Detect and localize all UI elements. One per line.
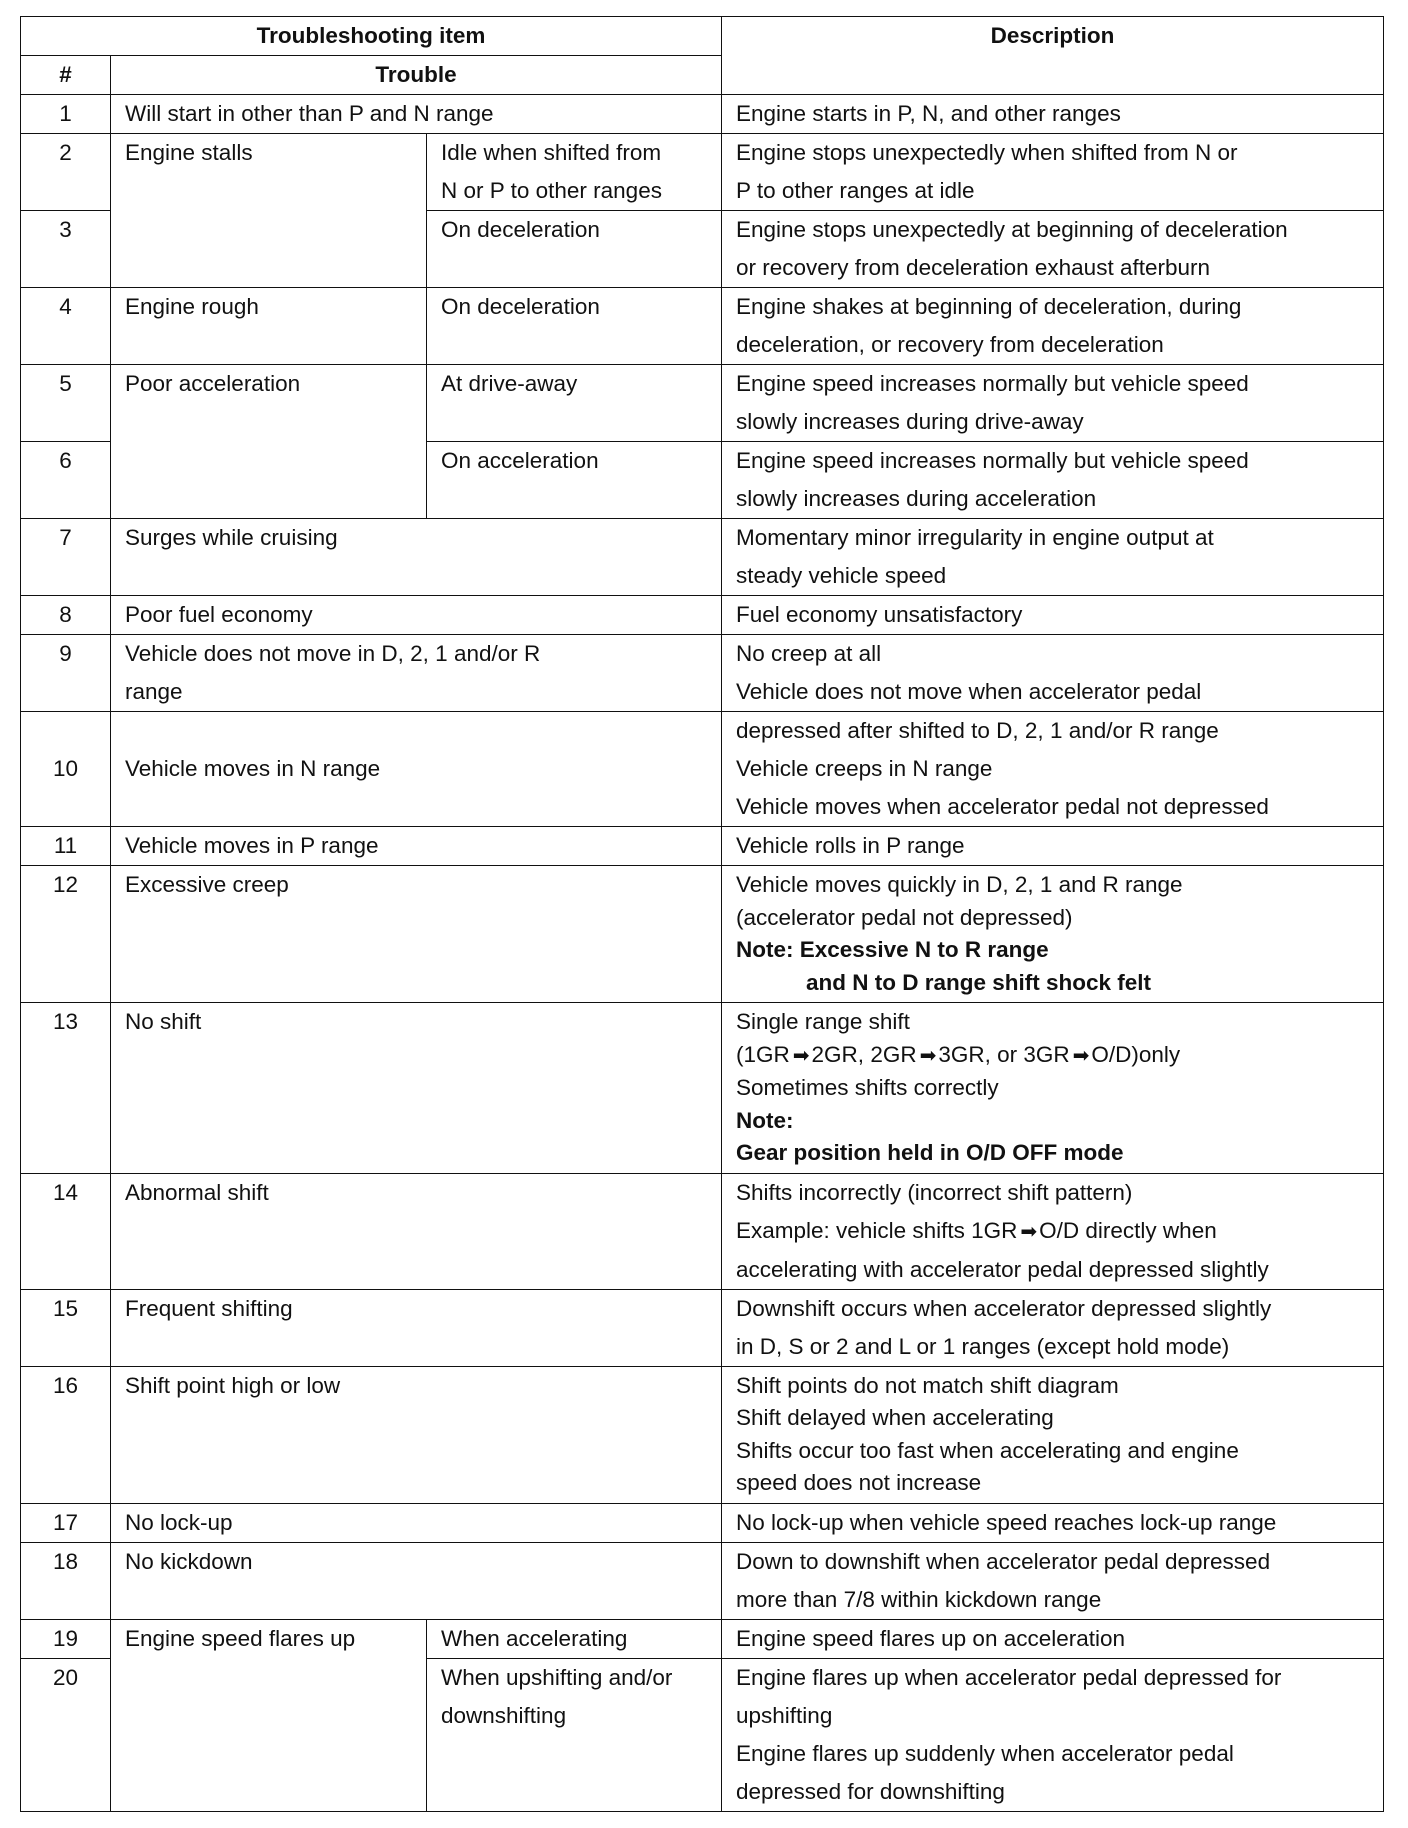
header-number: # — [21, 56, 111, 95]
row-number: 10 — [21, 712, 111, 827]
description-line: Engine speed increases normally but vehicle speed — [736, 371, 1249, 396]
description-cell: Engine starts in P, N, and other ranges — [722, 95, 1384, 134]
example-line — [736, 1212, 1383, 1251]
condition-cell — [427, 134, 722, 211]
description-line: accelerating with accelerator pedal depressed slightly — [736, 1256, 1269, 1282]
description-line: Engine speed increases normally but vehicle speed — [736, 448, 1249, 473]
trouble-cell: Poor acceleration — [111, 365, 427, 519]
table-row — [21, 827, 1384, 866]
trouble-line: Vehicle does not move in D, 2, 1 and/or R — [125, 641, 541, 666]
table-row — [21, 635, 1384, 712]
row-number: 16 — [21, 1366, 111, 1503]
description-cell — [722, 635, 1384, 712]
condition-line: When upshifting and/or — [441, 1664, 673, 1690]
trouble-cell: No shift — [111, 1003, 722, 1174]
row-number: 19 — [21, 1619, 111, 1658]
row-number: 11 — [21, 827, 111, 866]
table-row — [21, 1289, 1384, 1366]
table-row — [21, 1003, 1384, 1174]
description-line: depressed after shifted to D, 2, 1 and/or R range — [736, 718, 1219, 743]
description-cell — [722, 211, 1384, 288]
description-cell — [722, 1173, 1384, 1289]
description-cell — [722, 1289, 1384, 1366]
condition-cell: On acceleration — [427, 442, 722, 519]
description-line: in D, S or 2 and L or 1 ranges (except hold mode) — [736, 1333, 1230, 1359]
description-cell — [722, 365, 1384, 442]
row-number: 2 — [21, 134, 111, 211]
table-row — [21, 1503, 1384, 1542]
description-cell — [722, 1658, 1384, 1811]
trouble-cell: Frequent shifting — [111, 1289, 722, 1366]
row-number: 14 — [21, 1173, 111, 1289]
table-row — [21, 712, 1384, 827]
condition-line: downshifting — [441, 1702, 567, 1728]
description-line: Vehicle moves when accelerator pedal not depressed — [736, 794, 1269, 819]
description-line: Vehicle does not move when accelerator pedal — [736, 679, 1202, 704]
row-number: 12 — [21, 866, 111, 1003]
trouble-cell: Engine speed flares up — [111, 1619, 427, 1811]
shift-sequence — [736, 1039, 1383, 1073]
trouble-cell: Poor fuel economy — [111, 596, 722, 635]
description-line: Single range shift — [736, 1009, 910, 1034]
header-troubleshooting-item: Troubleshooting item — [21, 17, 722, 56]
table-row — [21, 134, 1384, 211]
condition-cell: On deceleration — [427, 211, 722, 288]
right-arrow-icon: ➡ — [792, 1044, 810, 1067]
table-row — [21, 365, 1384, 442]
row-number: 7 — [21, 519, 111, 596]
description-line: Engine flares up when accelerator pedal depressed for — [736, 1664, 1282, 1690]
description-cell: Vehicle rolls in P range — [722, 827, 1384, 866]
description-line: Downshift occurs when accelerator depressed slightly — [736, 1295, 1272, 1321]
description-line: (accelerator pedal not depressed) — [736, 904, 1073, 930]
trouble-line: range — [125, 679, 183, 704]
description-cell — [722, 288, 1384, 365]
trouble-cell: Shift point high or low — [111, 1366, 722, 1503]
description-cell — [722, 1542, 1384, 1619]
right-arrow-icon: ➡ — [1020, 1220, 1038, 1243]
shift-text: 2GR, 2GR — [811, 1041, 917, 1067]
table-row — [21, 866, 1384, 1003]
trouble-cell: No lock-up — [111, 1503, 722, 1542]
header-trouble: Trouble — [111, 56, 722, 95]
condition-cell: On deceleration — [427, 288, 722, 365]
description-cell — [722, 134, 1384, 211]
table-row — [21, 1366, 1384, 1503]
description-line: Momentary minor irregularity in engine output at — [736, 525, 1214, 550]
example-text: Example: vehicle shifts 1GR — [736, 1217, 1018, 1243]
description-cell — [722, 519, 1384, 596]
description-line: Shifts occur too fast when accelerating and engine — [736, 1437, 1239, 1463]
description-line: more than 7/8 within kickdown range — [736, 1586, 1102, 1612]
description-cell — [722, 1003, 1384, 1174]
shift-text: O/D)only — [1091, 1041, 1181, 1067]
note-line: and N to D range shift shock felt — [806, 969, 1152, 995]
row-number: 4 — [21, 288, 111, 365]
row-number: 15 — [21, 1289, 111, 1366]
troubleshooting-table — [20, 16, 1384, 1812]
row-number: 1 — [21, 95, 111, 134]
description-cell: No lock-up when vehicle speed reaches lock-up range — [722, 1503, 1384, 1542]
description-cell — [722, 712, 1384, 827]
trouble-cell: Engine stalls — [111, 134, 427, 288]
trouble-cell: No kickdown — [111, 1542, 722, 1619]
description-cell: Engine speed flares up on acceleration — [722, 1619, 1384, 1658]
description-line: speed does not increase — [736, 1470, 982, 1495]
table-row — [21, 288, 1384, 365]
table-row — [21, 95, 1384, 134]
description-line: Engine flares up suddenly when accelerator pedal — [736, 1740, 1234, 1766]
description-line: slowly increases during acceleration — [736, 486, 1097, 511]
trouble-cell: Will start in other than P and N range — [111, 95, 722, 134]
note-line: Gear position held in O/D OFF mode — [736, 1140, 1124, 1165]
description-line: Vehicle moves quickly in D, 2, 1 and R range — [736, 872, 1183, 897]
description-line: or recovery from deceleration exhaust afterburn — [736, 255, 1210, 280]
row-number: 13 — [21, 1003, 111, 1174]
condition-line: Idle when shifted from — [441, 140, 662, 165]
shift-text: 3GR, or 3GR — [938, 1041, 1070, 1067]
description-line: Sometimes shifts correctly — [736, 1075, 999, 1100]
description-line: steady vehicle speed — [736, 563, 947, 588]
description-line: depressed for downshifting — [736, 1778, 1005, 1804]
description-line: Shifts incorrectly (incorrect shift pattern) — [736, 1179, 1133, 1205]
table-row — [21, 1173, 1384, 1289]
trouble-cell: Abnormal shift — [111, 1173, 722, 1289]
right-arrow-icon: ➡ — [919, 1044, 937, 1067]
row-number: 18 — [21, 1542, 111, 1619]
description-line: Shift points do not match shift diagram — [736, 1372, 1119, 1398]
row-number: 5 — [21, 365, 111, 442]
table-row — [21, 1542, 1384, 1619]
description-line: Shift delayed when accelerating — [736, 1405, 1054, 1430]
description-cell: Fuel economy unsatisfactory — [722, 596, 1384, 635]
description-cell — [722, 442, 1384, 519]
condition-cell: When accelerating — [427, 1619, 722, 1658]
description-line: Down to downshift when accelerator pedal depressed — [736, 1548, 1271, 1574]
row-number: 6 — [21, 442, 111, 519]
table-row — [21, 1619, 1384, 1658]
description-line: slowly increases during drive-away — [736, 409, 1084, 434]
description-cell — [722, 1366, 1384, 1503]
description-line: P to other ranges at idle — [736, 178, 975, 203]
description-line: Vehicle creeps in N range — [736, 756, 993, 781]
row-number: 8 — [21, 596, 111, 635]
trouble-cell: Excessive creep — [111, 866, 722, 1003]
right-arrow-icon: ➡ — [1072, 1044, 1090, 1067]
row-number: 3 — [21, 211, 111, 288]
table-row — [21, 519, 1384, 596]
row-number: 9 — [21, 635, 111, 712]
trouble-cell: Vehicle moves in N range — [111, 712, 722, 827]
table-row — [21, 596, 1384, 635]
example-text: O/D directly when — [1039, 1217, 1217, 1243]
note-line: Note: — [736, 1107, 794, 1133]
trouble-cell: Vehicle moves in P range — [111, 827, 722, 866]
description-line: upshifting — [736, 1702, 833, 1728]
description-line: Engine stops unexpectedly when shifted from N or — [736, 140, 1238, 165]
description-line: Engine shakes at beginning of deceleration, during — [736, 294, 1242, 319]
trouble-cell: Surges while cruising — [111, 519, 722, 596]
row-number: 20 — [21, 1658, 111, 1811]
description-cell — [722, 866, 1384, 1003]
row-number: 17 — [21, 1503, 111, 1542]
header-description: Description — [722, 17, 1384, 95]
trouble-cell — [111, 635, 722, 712]
trouble-cell: Engine rough — [111, 288, 427, 365]
description-line: Engine stops unexpectedly at beginning of deceleration — [736, 217, 1288, 242]
shift-text: (1GR — [736, 1041, 790, 1067]
condition-cell — [427, 1658, 722, 1811]
description-line: No creep at all — [736, 641, 882, 666]
note-line: Note: Excessive N to R range — [736, 937, 1049, 962]
condition-cell: At drive-away — [427, 365, 722, 442]
condition-line: N or P to other ranges — [441, 178, 662, 203]
description-line: deceleration, or recovery from deceleration — [736, 332, 1164, 357]
